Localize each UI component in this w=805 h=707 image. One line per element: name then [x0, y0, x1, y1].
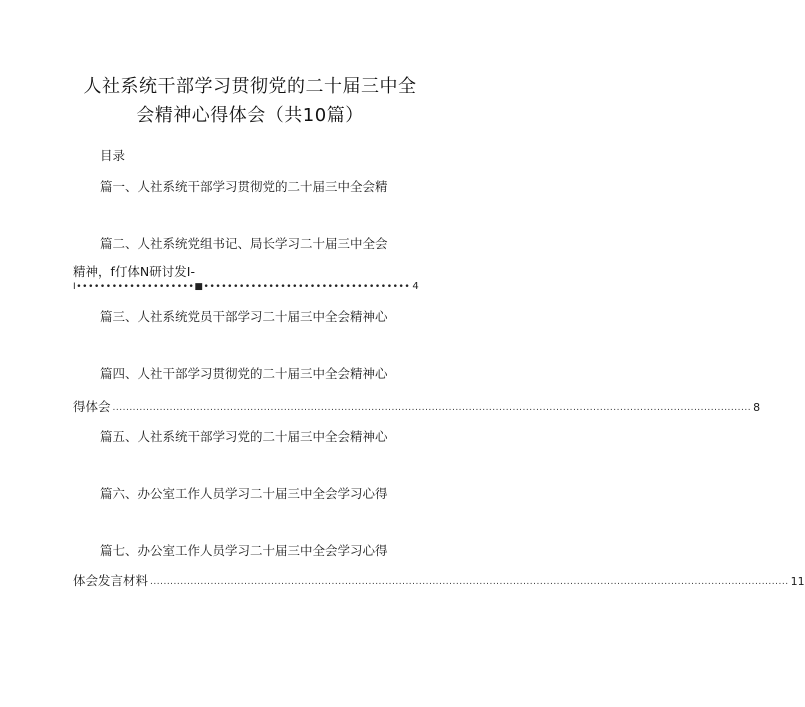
toc-entry-2-leader-row [73, 281, 420, 292]
toc-entry-7[interactable]: 篇七、办公室工作人员学习二十届三中全会学习心得 [100, 543, 388, 558]
toc-entry-4-leader-row[interactable] [73, 397, 761, 415]
document-title-line-2: 会精神心得体会（共10篇） [136, 105, 364, 126]
toc-entry-7-page: 11 [790, 575, 805, 588]
toc-heading: 目录 [100, 148, 126, 163]
toc-entry-2-continued[interactable]: 精神，f仃体N研讨发I- [73, 264, 195, 279]
toc-entry-4[interactable]: 篇四、人社干部学习贯彻党的二十届三中全会精神心 [100, 366, 388, 381]
toc-entry-5[interactable]: 篇五、人社系统干部学习党的二十届三中全会精神心 [100, 429, 388, 444]
toc-entry-4-page: 8 [753, 401, 761, 414]
toc-entry-6[interactable]: 篇六、办公室工作人员学习二十届三中全会学习心得 [100, 486, 388, 501]
toc-entry-4-continued: 得体会 [73, 399, 111, 414]
toc-entry-2-page: 4 [412, 281, 420, 292]
toc-entry-1[interactable]: 篇一、人社系统干部学习贯彻党的二十届三中全会精 [100, 179, 388, 194]
toc-entry-7-dot-leader: .............................................................................................................................................................................................. [150, 577, 789, 587]
toc-entry-7-leader-row[interactable] [73, 571, 805, 589]
toc-entry-2[interactable]: 篇二、人社系统党组书记、局长学习二十届三中全会 [100, 236, 388, 251]
toc-entry-3[interactable]: 篇三、人社系统党员干部学习二十届三中全会精神心 [100, 309, 388, 324]
toc-entry-4-dot-leader: .............................................................................................................................................................................................. [112, 403, 752, 413]
document-title-line-1: 人社系统干部学习贯彻党的二十届三中全 [83, 76, 417, 97]
toc-entry-2-leader: I••••••••••••••••••••■••••••••••••••••••••••••••••••••••• [73, 282, 411, 292]
toc-entry-7-continued: 体会发言材料 [73, 573, 149, 588]
